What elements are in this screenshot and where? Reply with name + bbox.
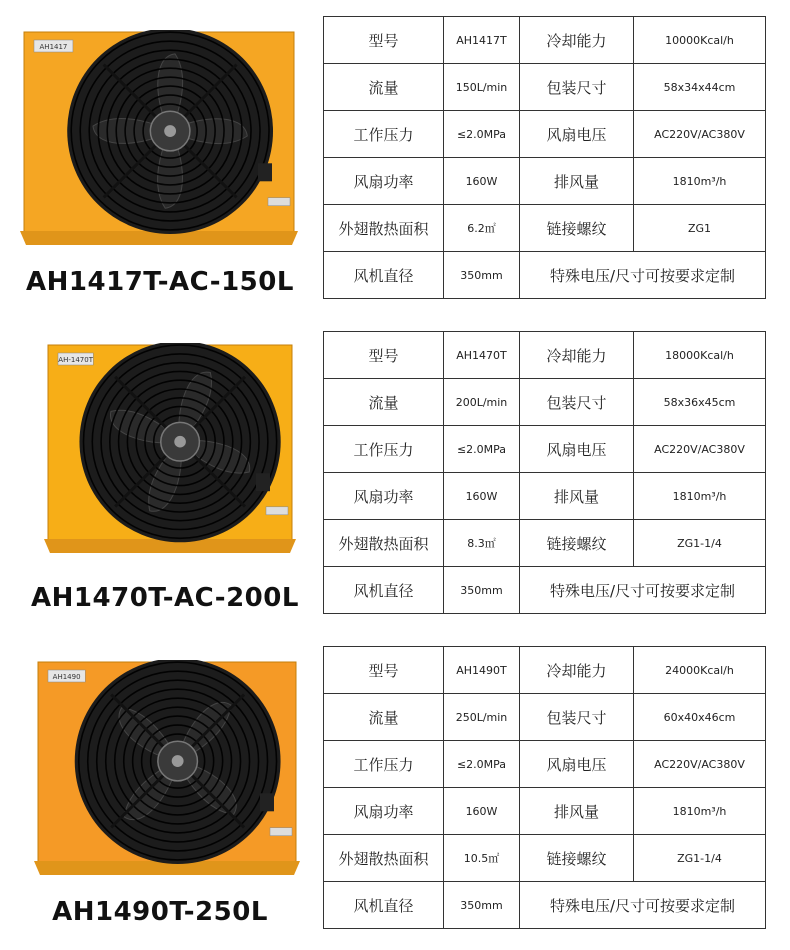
cooler-illustration	[20, 30, 298, 245]
pressure-value: ≤2.0MPa	[444, 426, 520, 473]
flow-value: 150L/min	[444, 64, 520, 111]
model-plate-text: AH1490	[52, 673, 81, 681]
thread-value: ZG1	[634, 205, 766, 252]
airflow-label: 排风量	[520, 473, 634, 520]
power-value: 160W	[444, 473, 520, 520]
fin-area-value: 6.2㎡	[444, 205, 520, 252]
model-label: 型号	[324, 647, 444, 694]
power-label: 风扇功率	[324, 473, 444, 520]
fin-area-value: 10.5㎡	[444, 835, 520, 882]
flow-label: 流量	[324, 379, 444, 426]
fan-diameter-value: 350mm	[444, 882, 520, 929]
spec-table	[323, 331, 766, 614]
thread-value: ZG1-1/4	[634, 835, 766, 882]
fin-area-label: 外翅散热面积	[324, 835, 444, 882]
model-plate-text: AH1417	[39, 43, 68, 51]
voltage-value: AC220V/AC380V	[634, 426, 766, 473]
thread-value: ZG1-1/4	[634, 520, 766, 567]
product-caption: AH1490T-250L	[52, 897, 268, 927]
airflow-value: 1810m³/h	[634, 158, 766, 205]
custom-note: 特殊电压/尺寸可按要求定制	[520, 567, 766, 614]
power-label: 风扇功率	[324, 158, 444, 205]
power-value: 160W	[444, 788, 520, 835]
cooling-value: 10000Kcal/h	[634, 17, 766, 64]
fin-area-label: 外翅散热面积	[324, 520, 444, 567]
cooling-label: 冷却能力	[520, 332, 634, 379]
pack-label: 包装尺寸	[520, 64, 634, 111]
pack-value: 58x36x45cm	[634, 379, 766, 426]
flow-label: 流量	[324, 694, 444, 741]
power-label: 风扇功率	[324, 788, 444, 835]
voltage-label: 风扇电压	[520, 741, 634, 788]
model-value: AH1490T	[444, 647, 520, 694]
flow-value: 200L/min	[444, 379, 520, 426]
cooling-label: 冷却能力	[520, 647, 634, 694]
product-caption: AH1470T-AC-200L	[31, 583, 299, 613]
fin-area-label: 外翅散热面积	[324, 205, 444, 252]
custom-note: 特殊电压/尺寸可按要求定制	[520, 882, 766, 929]
product-image	[20, 30, 298, 245]
airflow-label: 排风量	[520, 788, 634, 835]
thread-label: 链接螺纹	[520, 835, 634, 882]
custom-note: 特殊电压/尺寸可按要求定制	[520, 252, 766, 299]
spec-table	[323, 16, 766, 299]
model-value: AH1470T	[444, 332, 520, 379]
pack-value: 58x34x44cm	[634, 64, 766, 111]
voltage-label: 风扇电压	[520, 111, 634, 158]
model-label: 型号	[324, 17, 444, 64]
pressure-label: 工作压力	[324, 111, 444, 158]
voltage-value: AC220V/AC380V	[634, 111, 766, 158]
voltage-value: AC220V/AC380V	[634, 741, 766, 788]
pressure-value: ≤2.0MPa	[444, 741, 520, 788]
airflow-value: 1810m³/h	[634, 473, 766, 520]
spec-table	[323, 646, 766, 929]
product-image	[34, 660, 300, 875]
pack-value: 60x40x46cm	[634, 694, 766, 741]
fan-diameter-label: 风机直径	[324, 882, 444, 929]
model-label: 型号	[324, 332, 444, 379]
cooling-label: 冷却能力	[520, 17, 634, 64]
pressure-label: 工作压力	[324, 426, 444, 473]
airflow-value: 1810m³/h	[634, 788, 766, 835]
cooler-illustration	[34, 660, 300, 875]
fan-diameter-label: 风机直径	[324, 567, 444, 614]
cooler-illustration	[44, 343, 296, 553]
thread-label: 链接螺纹	[520, 205, 634, 252]
fin-area-value: 8.3㎡	[444, 520, 520, 567]
fan-diameter-value: 350mm	[444, 252, 520, 299]
airflow-label: 排风量	[520, 158, 634, 205]
cooling-value: 24000Kcal/h	[634, 647, 766, 694]
pack-label: 包装尺寸	[520, 694, 634, 741]
product-image	[44, 343, 296, 553]
pack-label: 包装尺寸	[520, 379, 634, 426]
thread-label: 链接螺纹	[520, 520, 634, 567]
power-value: 160W	[444, 158, 520, 205]
flow-label: 流量	[324, 64, 444, 111]
flow-value: 250L/min	[444, 694, 520, 741]
fan-diameter-value: 350mm	[444, 567, 520, 614]
cooling-value: 18000Kcal/h	[634, 332, 766, 379]
product-caption: AH1417T-AC-150L	[26, 267, 294, 297]
model-plate-text: AH-1470T	[58, 356, 93, 364]
fan-diameter-label: 风机直径	[324, 252, 444, 299]
pressure-value: ≤2.0MPa	[444, 111, 520, 158]
pressure-label: 工作压力	[324, 741, 444, 788]
model-value: AH1417T	[444, 17, 520, 64]
voltage-label: 风扇电压	[520, 426, 634, 473]
